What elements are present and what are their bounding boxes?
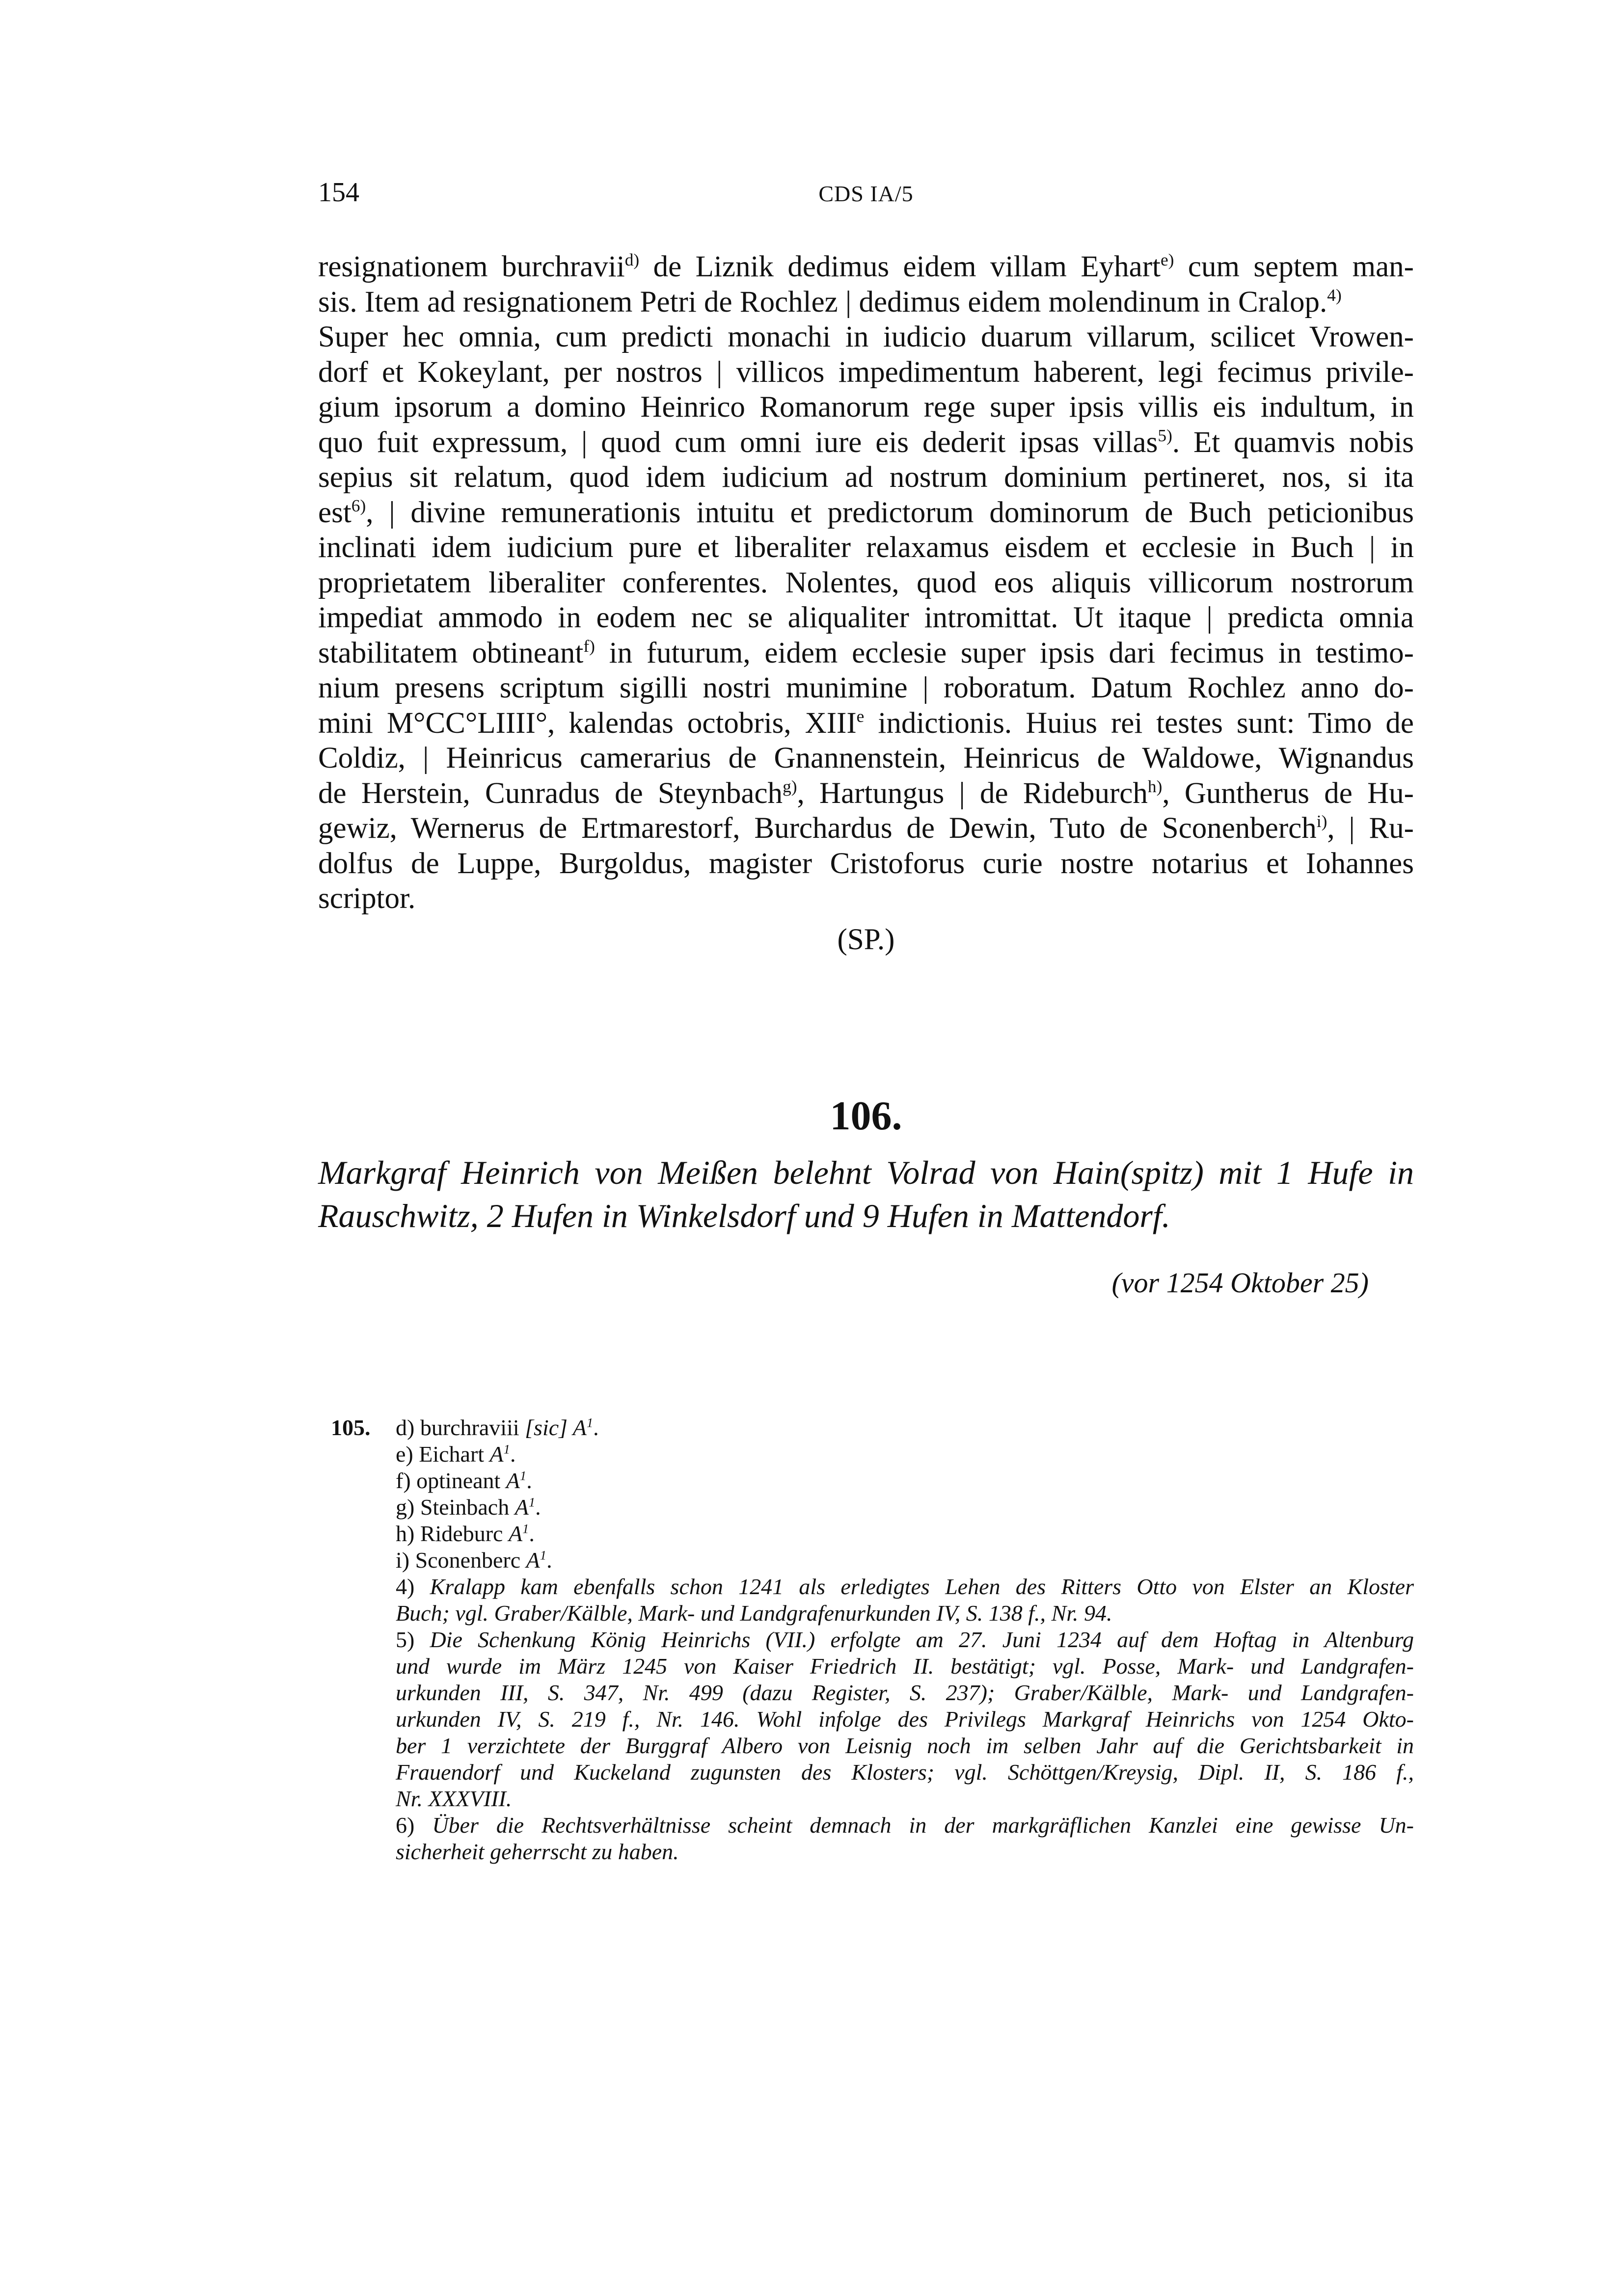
text-line: Super hec omnia, cum predicti monachi in iudicio duarum villarum, scilicet Vrowen- (318, 320, 1414, 353)
footnote-line: 5) Die Schenkung König Heinrichs (VII.) erfolgte am 27. Juni 1234 auf dem Hoftag in Altenburg (396, 1627, 1414, 1652)
text-line: dolfus de Luppe, Burgoldus, magister Cristoforus curie nostre notarius et Iohannes (318, 847, 1414, 880)
footnote-line: f) optineant $A^1$. (396, 1468, 532, 1493)
footnote (396, 1574, 1414, 1627)
running-title: CDS IA/5 (818, 181, 914, 206)
regest-line: Rauschwitz, 2 Hufen in Winkelsdorf und 9 Hufen in Mattendorf. (318, 1197, 1170, 1234)
footnote-line: urkunden IV, S. 219 f., Nr. 146. Wohl infolge des Privilegs Markgraf Heinrichs von 1254 Okto- (396, 1707, 1414, 1732)
text-line: Coldiz, | Heinricus camerarius de Gnannenstein, Heinricus de Waldowe, Wignandus (318, 742, 1414, 774)
footnotes-document-ref: 105. (331, 1415, 371, 1440)
text-line: inclinati idem iudicium pure et liberaliter relaxamus eisdem et ecclesie in Buch | in (318, 531, 1414, 564)
text-line: dorf et Kokeylant, per nostros | villicos impedimentum haberent, legi fecimus privile- (318, 355, 1414, 389)
page-number: 154 (318, 177, 359, 208)
document-regest (318, 1151, 1414, 1237)
footnote-line: ber 1 verzichtete der Burggraf Albero von Leisnig noch im selben Jahr auf die Gerichtsbarkeit in (396, 1733, 1414, 1758)
text-line: stabilitatem obtineant$^{f)}$ in futurum, eidem ecclesie super ipsis dari fecimus in testimo- (318, 636, 1414, 669)
text-line: est$^{6)}$, | divine remunerationis intuitu et predictorum dominorum de Buch peticionibus (318, 495, 1414, 529)
text-line: gium ipsorum a domino Heinrico Romanorum rege super ipsis villis eis indultum, in (318, 391, 1414, 424)
footnote (396, 1468, 1414, 1494)
footnote-line: Nr. XXXVIII. (396, 1786, 512, 1811)
regest-line: Markgraf Heinrich von Meißen belehnt Volrad von Hain(spitz) mit 1 Hufe in (318, 1154, 1414, 1191)
text-line: sepius sit relatum, quod idem iudicium ad nostrum dominium pertineret, nos, si ita (318, 461, 1414, 494)
running-header (318, 177, 1414, 211)
text-line: proprietatem liberaliter conferentes. Nolentes, quod eos aliquis villicorum nostrorum (318, 566, 1414, 599)
footnote (396, 1627, 1414, 1812)
footnote-line: g) Steinbach $A^1$. (396, 1495, 541, 1520)
footnote-line: 4) Kralapp kam ebenfalls schon 1241 als erledigtes Lehen des Ritters Otto von Elster an Kloster (396, 1574, 1414, 1599)
footnote-line: Frauendorf und Kuckeland zugunsten des Klosters; vgl. Schöttgen/Kreysig, Dipl. II, S. 186 f., (396, 1760, 1414, 1785)
footnote-line: und wurde im März 1245 von Kaiser Friedrich II. bestätigt; vgl. Posse, Mark- und Landgrafen- (396, 1654, 1414, 1679)
footnote-line: 6) Über die Rechtsverhältnisse scheint demnach in der markgräflichen Kanzlei eine gewisse Un- (396, 1813, 1414, 1838)
text-line: resignationem burchravii$^{d)}$ de Liznik dedimus eidem villam Eyhart$^{e)}$ cum septem man- (318, 250, 1414, 283)
text-line: mini M°CC°LIIII°, kalendas octobris, XIIIe indictionis. Huius rei testes sunt: Timo de (318, 706, 1414, 740)
footnote-line: d) burchraviii [sic] $A^1$. (396, 1415, 599, 1440)
text-line: sis. Item ad resignationem Petri de Rochlez | dedimus eidem molendinum in Cralop.$^{4)}$ (318, 285, 1342, 319)
footnote-line: h) Rideburc $A^1$. (396, 1521, 535, 1546)
footnote (396, 1494, 1414, 1521)
footnote (396, 1547, 1414, 1574)
footnote-line: urkunden III, S. 347, Nr. 499 (dazu Register, S. 237); Graber/Kälble, Mark- und Landgrafen- (396, 1680, 1414, 1705)
footnote (396, 1441, 1414, 1468)
footnote (396, 1812, 1414, 1865)
document-number: 106. (830, 1093, 902, 1139)
seal-mark: (SP.) (837, 923, 895, 956)
footnote (396, 1415, 1414, 1441)
text-line: gewiz, Wernerus de Ertmarestorf, Burchardus de Dewin, Tuto de Sconenberch$^{i)}$, | Ru- (318, 811, 1414, 845)
text-line: quo fuit expressum, | quod cum omni iure eis dederit ipsas villas$^{5)}$. Et quamvis nobis (318, 425, 1414, 459)
footnote-line: e) Eichart $A^1$. (396, 1442, 516, 1467)
document-date: (vor 1254 Oktober 25) (1111, 1267, 1369, 1299)
footnote-line: i) Sconenberc $A^1$. (396, 1548, 552, 1573)
charter-text (318, 249, 1414, 916)
text-line: nium presens scriptum sigilli nostri munimine | roboratum. Datum Rochlez anno do- (318, 671, 1414, 704)
text-line: scriptor. (318, 882, 416, 915)
footnote-line: Buch; vgl. Graber/Kälble, Mark- und Landgrafenurkunden IV, S. 138 f., Nr. 94. (396, 1601, 1112, 1626)
footnote-line: sicherheit geherrscht zu haben. (396, 1839, 679, 1864)
text-line: de Herstein, Cunradus de Steynbach$^{g)}$, Hartungus | de Rideburch$^{h)}$, Guntherus de Hu- (318, 776, 1414, 810)
text-line: impediat ammodo in eodem nec se aliqualiter intromittat. Ut itaque | predicta omnia (318, 601, 1414, 634)
footnote (396, 1521, 1414, 1547)
